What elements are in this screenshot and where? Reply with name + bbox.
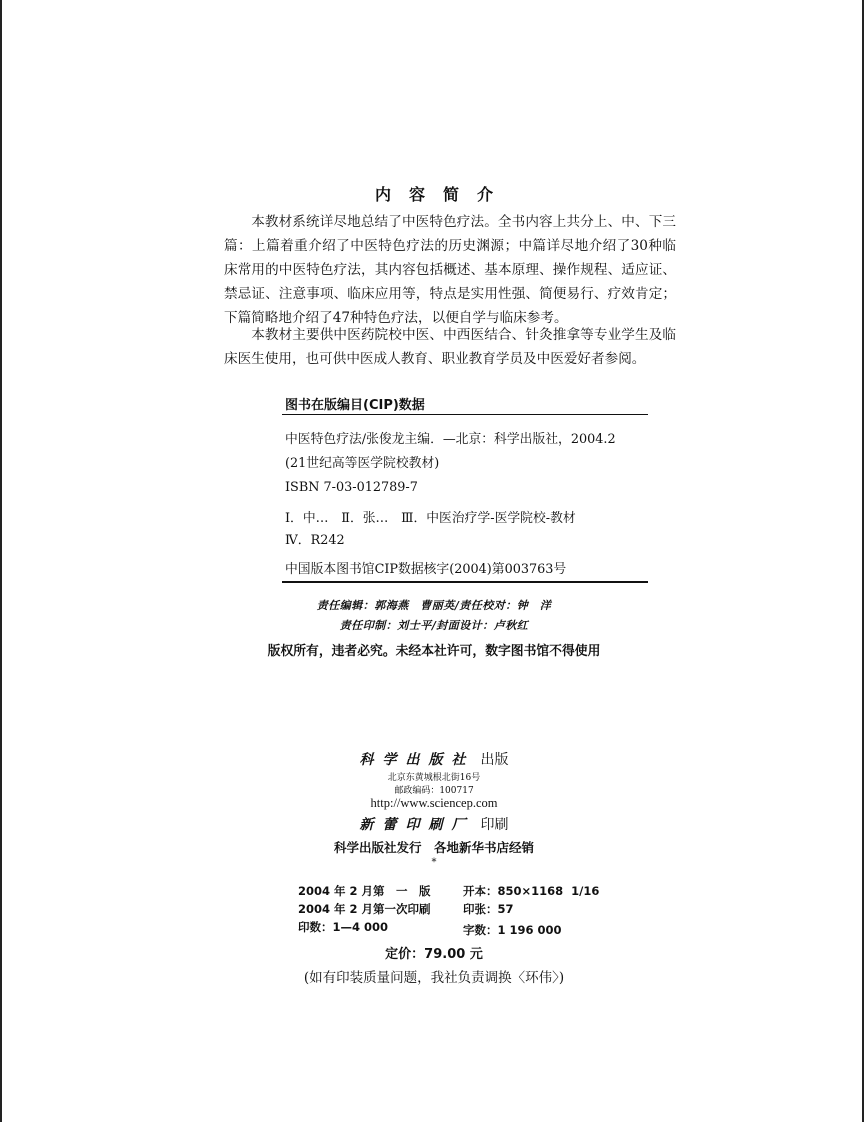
copyright-notice: 版权所有，违者必究。未经本社许可，数字图书馆不得使用 bbox=[267, 644, 601, 659]
edition-info: 2004 年 2 月第 一 版 bbox=[298, 884, 431, 898]
cip-call-number-line: Ⅳ．R242 bbox=[285, 533, 345, 548]
printer-role: 印刷 bbox=[480, 817, 509, 833]
price-line: 定价：79.00 元 bbox=[385, 947, 483, 962]
cip-title-line: 中医特色疗法/张俊龙主编．—北京：科学出版社，2004.2 bbox=[285, 432, 616, 447]
publisher-postcode: 邮政编码：100717 bbox=[394, 786, 474, 796]
cip-heading: 图书在版编目(CIP)数据 bbox=[285, 398, 425, 413]
cip-classification-line: Ⅰ．中… Ⅱ．张… Ⅲ．中医治疗学-医学院校-教材 bbox=[285, 511, 576, 526]
publisher-address: 北京东黄城根北街16号 bbox=[387, 773, 481, 783]
sheets-info: 印张：57 bbox=[463, 902, 514, 916]
printer-line bbox=[0, 814, 868, 834]
cip-bottom-rule bbox=[282, 581, 648, 583]
publisher-website: http://www.sciencep.com bbox=[370, 796, 498, 810]
distribution-line: 科学出版社发行 各地新华书店经销 bbox=[333, 840, 534, 855]
publisher-name: 科学出版社 bbox=[359, 752, 475, 768]
quality-note: (如有印装质量问题，我社负责调换〈环伟〉) bbox=[303, 970, 565, 986]
cip-series-line: (21世纪高等医学院校教材) bbox=[285, 456, 440, 471]
word-count-info: 字数：1 196 000 bbox=[463, 923, 562, 937]
production-credits: 责任印制：刘士平/封面设计：卢秋红 bbox=[339, 619, 529, 632]
publisher-role: 出版 bbox=[480, 752, 509, 768]
format-info: 开本：850×1168 1/16 bbox=[463, 884, 600, 898]
print-run-info: 印数：1—4 000 bbox=[298, 920, 389, 934]
publisher-line bbox=[0, 749, 868, 769]
editor-credits: 责任编辑：郭海燕 曹丽英/责任校对：钟 洋 bbox=[316, 599, 552, 612]
printing-info: 2004 年 2 月第一次印刷 bbox=[298, 902, 431, 916]
cip-top-rule bbox=[282, 414, 648, 415]
content-summary-title: 内容简介 bbox=[374, 185, 511, 204]
summary-paragraph-2: 本教材主要供中医药院校中医、中西医结合、针灸推拿等专业学生及临床医生使用，也可供中医成人教育、职业教育学员及中医爱好者参阅。 bbox=[224, 327, 676, 367]
separator-mark: * bbox=[431, 857, 437, 868]
printer-name: 新蕾印刷厂 bbox=[359, 817, 475, 833]
summary-paragraph-1: 本教材系统详尽地总结了中医特色疗法。全书内容上共分上、中、下三篇：上篇着重介绍了中医特色疗法的历史渊源；中篇详尽地介绍了30种临床常用的中医特色疗法，其内容包括概述、基本原理、操作规程、适应证、禁忌证、注意事项、临床应用等，特点是实用性强、简便易行、疗效肯定；下篇简略地介绍了47种特色疗法，以便自学与临床参考。 bbox=[224, 214, 676, 326]
cip-isbn-line: ISBN 7-03-012789-7 bbox=[285, 480, 418, 495]
cip-record-number-line: 中国版本图书馆CIP数据核字(2004)第003763号 bbox=[285, 562, 567, 577]
